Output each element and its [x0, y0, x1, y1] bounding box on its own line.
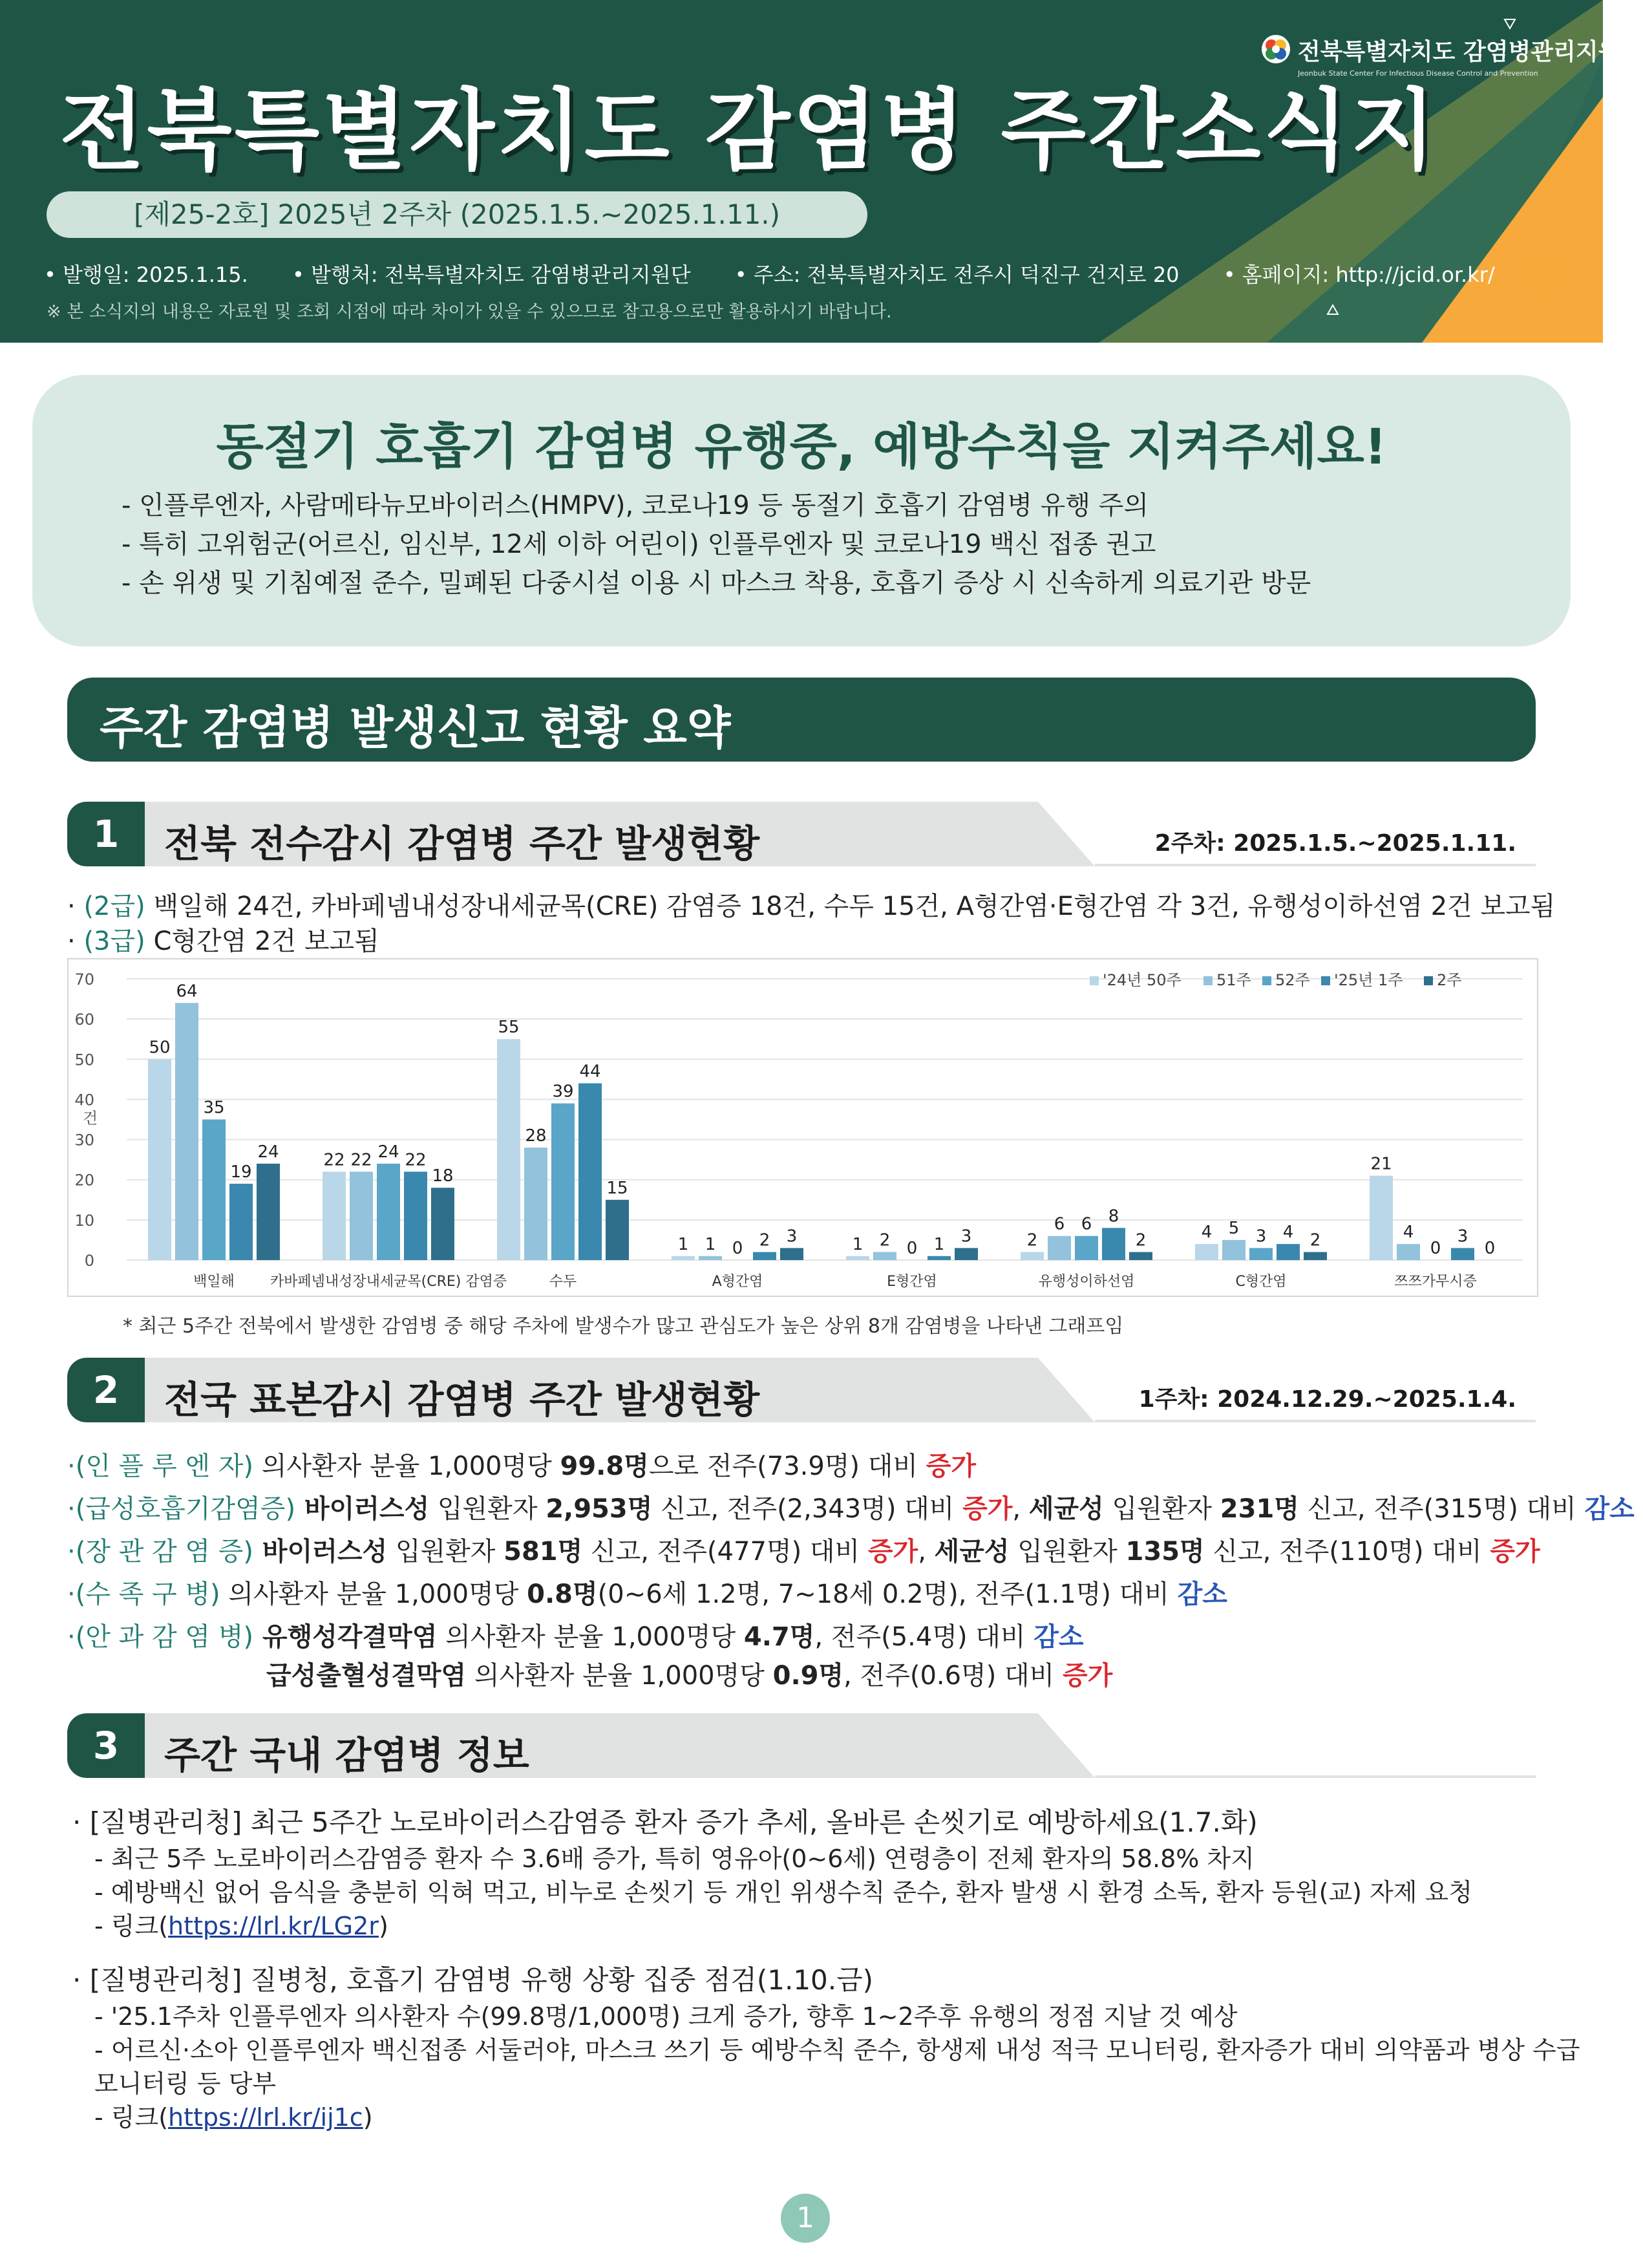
bar: [1129, 1252, 1152, 1260]
legend-entry: 2주: [1437, 971, 1462, 989]
link-suffix: ): [363, 2103, 373, 2132]
header: [0, 0, 1643, 343]
address: • 주소: 전북특별자치도 전주시 덕진구 건지로 20: [734, 262, 1180, 287]
y-axis-label: 건: [83, 1109, 98, 1128]
bar: [404, 1171, 427, 1260]
grade-label: (3급): [83, 926, 145, 956]
data-label: 22: [350, 1150, 372, 1170]
row-value: 세균성: [1028, 1494, 1104, 1524]
bar: [672, 1256, 695, 1260]
bar: [699, 1256, 722, 1260]
row-value: 바이러스성: [253, 1537, 388, 1567]
bar: [148, 1059, 171, 1260]
data-label: 50: [149, 1038, 171, 1058]
news-link[interactable]: https://lrl.kr/ij1c: [168, 2103, 363, 2132]
section1-line-grade3: · (3급) C형간염 2건 보고됨: [67, 926, 379, 956]
news-item-line: - '25.1주차 인플루엔자 의사환자 수(99.8명/1,000명) 크게 증가, 향후 1~2주후 유행의 정점 지날 것 예상: [94, 2002, 1238, 2031]
legend-swatch: [1321, 976, 1330, 985]
grade-text: C형간염 2건 보고됨: [145, 926, 379, 956]
section3-header: [67, 1713, 1536, 1778]
news-item-line: 모니터링 등 당부: [94, 2070, 277, 2098]
bar: [1397, 1244, 1420, 1260]
data-label: 15: [606, 1178, 628, 1198]
banner-line: - 손 위생 및 기침예절 준수, 밀폐된 다중시설 이용 시 마스크 착용, 호흡기 증상 시 신속하게 의료기관 방문: [122, 568, 1311, 598]
legend-swatch: [1203, 976, 1213, 985]
row-value: 231명: [1220, 1494, 1299, 1524]
legend-swatch: [1090, 976, 1099, 985]
data-label: 22: [405, 1150, 427, 1170]
data-label: 55: [498, 1018, 520, 1038]
row-text: 의사환자 분율 1,000명당: [253, 1451, 560, 1481]
trend-badge: 증가: [1490, 1537, 1540, 1567]
y-tick-label: 10: [74, 1211, 94, 1230]
legend-entry: '24년 50주: [1103, 971, 1182, 989]
row-value: 바이러스성: [295, 1494, 430, 1524]
y-tick-label: 20: [74, 1171, 94, 1190]
y-tick-label: 60: [74, 1011, 94, 1029]
data-label: 18: [432, 1166, 454, 1186]
trend-badge: 감소: [1177, 1579, 1227, 1609]
bar: [578, 1084, 602, 1260]
org-logo-icon: [1260, 34, 1291, 65]
org-name-english: Jeonbuk State Center For Infectious Disease Control and Prevention: [1298, 69, 1538, 78]
section-number: 1: [67, 802, 145, 866]
data-label: 24: [257, 1142, 279, 1162]
row-value: 4.7명: [743, 1622, 815, 1652]
bar: [606, 1200, 629, 1260]
news-item-head: · [질병관리청] 최근 5주간 노로바이러스감염증 환자 증가 추세, 올바른 손씻기로 예방하세요(1.7.화): [72, 1806, 1258, 1838]
eye-infection-row-2: [266, 1655, 1112, 1692]
news-item-head: · [질병관리청] 질병청, 호흡기 감염병 유행 상황 집중 점검(1.10.금): [72, 1964, 874, 1996]
data-label: 39: [552, 1082, 574, 1102]
data-label: 8: [1108, 1206, 1119, 1226]
news-item-line: - 어르신·소아 인플루엔자 백신접종 서둘러야, 마스크 쓰기 등 예방수칙 준수, 항생제 내성 적극 모니터링, 환자증가 대비 의약품과 병상 수급: [94, 2036, 1580, 2064]
banner-title: 동절기 호흡기 감염병 유행중, 예방수칙을 지켜주세요!: [216, 418, 1387, 475]
bar: [753, 1252, 776, 1260]
bar: [955, 1248, 978, 1260]
bar: [1075, 1236, 1098, 1260]
banner-line: - 인플루엔자, 사람메타뉴모바이러스(HMPV), 코로나19 등 동절기 호흡기 감염병 유행 주의: [122, 491, 1149, 520]
link-suffix: ): [378, 1912, 388, 1940]
weekly-cases-chart: [67, 958, 1538, 1297]
row-text: 신고, 전주(110명) 대비: [1204, 1537, 1490, 1567]
influenza-row: [67, 1446, 976, 1482]
x-tick-label: 쯔쯔가무시증: [1394, 1274, 1477, 1290]
row-label: ·(인 플 루 엔 자): [67, 1451, 253, 1481]
y-tick-label: 0: [84, 1252, 94, 1270]
data-label: 6: [1081, 1214, 1092, 1234]
bar: [551, 1104, 575, 1260]
trend-badge: 증가: [962, 1494, 1013, 1524]
bar: [229, 1184, 253, 1260]
news-item-link-line: [94, 1906, 388, 1942]
x-tick-label: 유행성이하선염: [1038, 1274, 1135, 1290]
section-date: 1주차: 2024.12.29.~2025.1.4.: [1138, 1386, 1516, 1413]
publication-meta: [44, 259, 1532, 288]
x-tick-label: 카바페넴내성장내세균목(CRE) 감염증: [270, 1274, 507, 1290]
y-tick-label: 70: [74, 970, 94, 989]
link-prefix: - 링크(: [94, 2103, 169, 2132]
data-label: 21: [1370, 1154, 1392, 1174]
data-label: 3: [1255, 1226, 1267, 1246]
row-value: 581명: [504, 1537, 583, 1567]
org-logo-block: [1260, 34, 1643, 78]
legend-entry: '25년 1주: [1334, 971, 1403, 989]
row-value: 0.8명: [527, 1579, 598, 1609]
eye-infection-row: [67, 1616, 1084, 1653]
row-text: 신고, 전주(477명) 대비: [582, 1537, 868, 1567]
trend-badge: 증가: [867, 1537, 918, 1567]
summary-header: [67, 678, 1536, 762]
enteric-row: [67, 1531, 1540, 1568]
data-label: 3: [960, 1226, 972, 1246]
data-label: 4: [1282, 1223, 1294, 1243]
bar: [1370, 1176, 1393, 1261]
bar: [1021, 1252, 1044, 1260]
grade-text: 백일해 24건, 카바페넴내성장내세균목(CRE) 감염증 18건, 수두 15건, A형간염·E형간염 각 3건, 유행성이하선염 2건 보고됨: [145, 892, 1556, 921]
x-tick-label: C형간염: [1235, 1274, 1287, 1290]
bar: [1195, 1244, 1218, 1260]
acute-respiratory-row: [67, 1488, 1635, 1525]
data-label: 0: [1430, 1239, 1441, 1258]
row-text: ,: [1012, 1494, 1029, 1524]
row-text: 입원환자: [387, 1537, 504, 1567]
data-label: 2: [1309, 1230, 1321, 1250]
data-label: 28: [525, 1126, 547, 1146]
org-name: 전북특별자치도 감염병관리지원단: [1298, 39, 1643, 65]
trend-badge: 증가: [926, 1451, 977, 1481]
publisher: • 발행처: 전북특별자치도 감염병관리지원단: [292, 262, 691, 287]
summary-title: 주간 감염병 발생신고 현황 요약: [100, 701, 731, 754]
bar: [1048, 1236, 1071, 1260]
grade-label: (2급): [83, 892, 145, 921]
row-label: ·(안 과 감 염 병): [67, 1622, 253, 1652]
row-value: 135명: [1125, 1537, 1205, 1567]
y-tick-label: 40: [74, 1091, 94, 1109]
row-text: , 전주(0.6명) 대비: [843, 1661, 1063, 1691]
data-label: 1: [677, 1234, 689, 1254]
x-tick-label: 백일해: [193, 1274, 235, 1290]
row-text: 의사환자 분율 1,000명당: [220, 1579, 527, 1609]
bar: [431, 1188, 454, 1260]
section1-line-grade2: · (2급) 백일해 24건, 카바페넴내성장내세균목(CRE) 감염증 18건, 수두 15건, A형간염·E형간염 각 3건, 유행성이하선염 2건 보고됨: [67, 892, 1556, 921]
banner-line: - 특히 고위험군(어르신, 임신부, 12세 이하 어린이) 인플루엔자 및 코로나19 백신 접종 권고: [122, 530, 1156, 559]
disclaimer-note: ※ 본 소식지의 내용은 자료원 및 조회 시점에 따라 차이가 있을 수 있으므로 참고용으로만 활용하시기 바랍니다.: [47, 302, 892, 322]
data-label: 0: [906, 1239, 918, 1258]
trend-badge: 감소: [1584, 1494, 1635, 1524]
hfmd-row: [67, 1574, 1227, 1610]
section-underline: [1095, 1420, 1536, 1422]
bar: [377, 1164, 400, 1260]
link-prefix: - 링크(: [94, 1912, 169, 1940]
publish-date: • 발행일: 2025.1.15.: [44, 262, 248, 287]
issue-badge: [제25-2호] 2025년 2주차 (2025.1.5.~2025.1.11.): [47, 191, 867, 238]
data-label: 6: [1054, 1214, 1065, 1234]
row-value: 급성출혈성결막염: [266, 1661, 467, 1691]
data-label: 3: [786, 1226, 798, 1246]
data-label: 44: [579, 1062, 601, 1082]
data-label: 19: [230, 1162, 252, 1182]
section-date: 2주차: 2025.1.5.~2025.1.11.: [1154, 830, 1516, 857]
data-label: 2: [879, 1230, 891, 1250]
data-label: 2: [759, 1230, 770, 1250]
data-label: 1: [705, 1234, 716, 1254]
row-value: 0.9명: [772, 1661, 844, 1691]
news-item-link-line: [94, 2097, 373, 2133]
x-tick-label: 수두: [549, 1274, 577, 1290]
data-label: 5: [1228, 1218, 1240, 1238]
data-label: 0: [1484, 1239, 1496, 1258]
row-text: 신고, 전주(315명) 대비: [1298, 1494, 1585, 1524]
section-underline: [1095, 1775, 1536, 1778]
bar: [873, 1252, 896, 1260]
x-tick-label: A형간염: [712, 1274, 763, 1290]
news-item-line: - 예방백신 없어 음식을 충분히 익혀 먹고, 비누로 손씻기 등 개인 위생수칙 준수, 환자 발생 시 환경 소독, 환자 등원(교) 자제 요청: [94, 1878, 1472, 1907]
section-number: 2: [67, 1358, 145, 1422]
bar: [846, 1256, 869, 1260]
section-title: 주간 국내 감염병 정보: [164, 1733, 529, 1777]
bar: [780, 1248, 803, 1260]
row-text: 의사환자 분율 1,000명당: [466, 1661, 773, 1691]
bar: [1277, 1244, 1300, 1260]
data-label: 1: [852, 1234, 864, 1254]
bar: [175, 1003, 198, 1260]
section2-header: [67, 1358, 1536, 1422]
bar: [1451, 1248, 1474, 1260]
section-title: 전국 표본감시 감염병 주간 발생현황: [164, 1378, 760, 1422]
row-text: ,: [918, 1537, 935, 1567]
row-value: 세균성: [934, 1537, 1010, 1567]
data-label: 4: [1403, 1223, 1414, 1243]
bar: [323, 1171, 346, 1260]
data-label: 35: [203, 1098, 225, 1118]
section-number: 3: [67, 1713, 145, 1778]
row-value: 99.8명: [560, 1451, 649, 1481]
homepage-link[interactable]: • 홈페이지: http://jcid.or.kr/: [1223, 262, 1495, 287]
chart-svg: [69, 959, 1537, 1296]
legend-entry: 51주: [1216, 971, 1251, 989]
x-tick-label: E형간염: [887, 1274, 937, 1290]
row-value: 2,953명: [546, 1494, 653, 1524]
page-number: 1: [781, 2194, 830, 2243]
row-text: 입원환자: [1103, 1494, 1220, 1524]
chart-footnote: * 최근 5주간 전북에서 발생한 감염병 중 해당 주차에 발생수가 많고 관심도가 높은 상위 8개 감염병을 나타낸 그래프임: [123, 1315, 1124, 1338]
bar: [350, 1171, 373, 1260]
row-text: , 전주(5.4명) 대비: [814, 1622, 1034, 1652]
news-item-line: - 최근 5주 노로바이러스감염증 환자 수 3.6배 증가, 특히 영유아(0~6세) 연령층이 전체 환자의 58.8% 차지: [94, 1845, 1255, 1873]
row-text: 으로 전주(73.9명) 대비: [648, 1451, 926, 1481]
bar: [524, 1148, 547, 1260]
bar: [257, 1164, 280, 1260]
data-label: 2: [1026, 1230, 1038, 1250]
news-link[interactable]: https://lrl.kr/LG2r: [168, 1912, 379, 1940]
section-title: 전북 전수감시 감염병 주간 발생현황: [164, 822, 760, 866]
data-label: 2: [1135, 1230, 1147, 1250]
row-text: 의사환자 분율 1,000명당: [437, 1622, 744, 1652]
y-tick-label: 50: [74, 1051, 94, 1069]
data-label: 22: [323, 1150, 345, 1170]
legend-swatch: [1424, 976, 1433, 985]
y-tick-label: 30: [74, 1131, 94, 1150]
bar: [497, 1039, 520, 1260]
row-text: 신고, 전주(2,343명) 대비: [652, 1494, 963, 1524]
data-label: 24: [377, 1142, 399, 1162]
prevention-banner: [32, 375, 1571, 647]
bar: [1102, 1228, 1125, 1260]
trend-badge: 증가: [1063, 1661, 1113, 1691]
row-text: 입원환자: [1009, 1537, 1126, 1567]
section1-header: [67, 802, 1536, 866]
legend-entry: 52주: [1275, 971, 1310, 989]
trend-badge: 감소: [1034, 1622, 1084, 1652]
row-value: 유행성각결막염: [253, 1622, 438, 1652]
row-text: 입원환자: [429, 1494, 546, 1524]
legend-swatch: [1262, 976, 1271, 985]
data-label: 64: [176, 981, 198, 1001]
row-text: (0~6세 1.2명, 7~18세 0.2명), 전주(1.1명) 대비: [597, 1579, 1178, 1609]
data-label: 0: [732, 1239, 743, 1258]
bar: [202, 1120, 226, 1261]
data-label: 1: [933, 1234, 945, 1254]
row-label: ·(장 관 감 염 증): [67, 1537, 253, 1567]
bar: [1304, 1252, 1327, 1260]
bar: [1249, 1248, 1273, 1260]
row-label: ·(수 족 구 병): [67, 1579, 220, 1609]
bar: [1222, 1240, 1246, 1260]
row-label: ·(급성호흡기감염증): [67, 1494, 296, 1524]
data-label: 3: [1457, 1226, 1468, 1246]
newsletter-title: 전북특별자치도 감염병 주간소식지: [59, 80, 1439, 182]
data-label: 4: [1201, 1223, 1213, 1243]
section-underline: [1095, 864, 1536, 866]
bar: [928, 1256, 951, 1260]
